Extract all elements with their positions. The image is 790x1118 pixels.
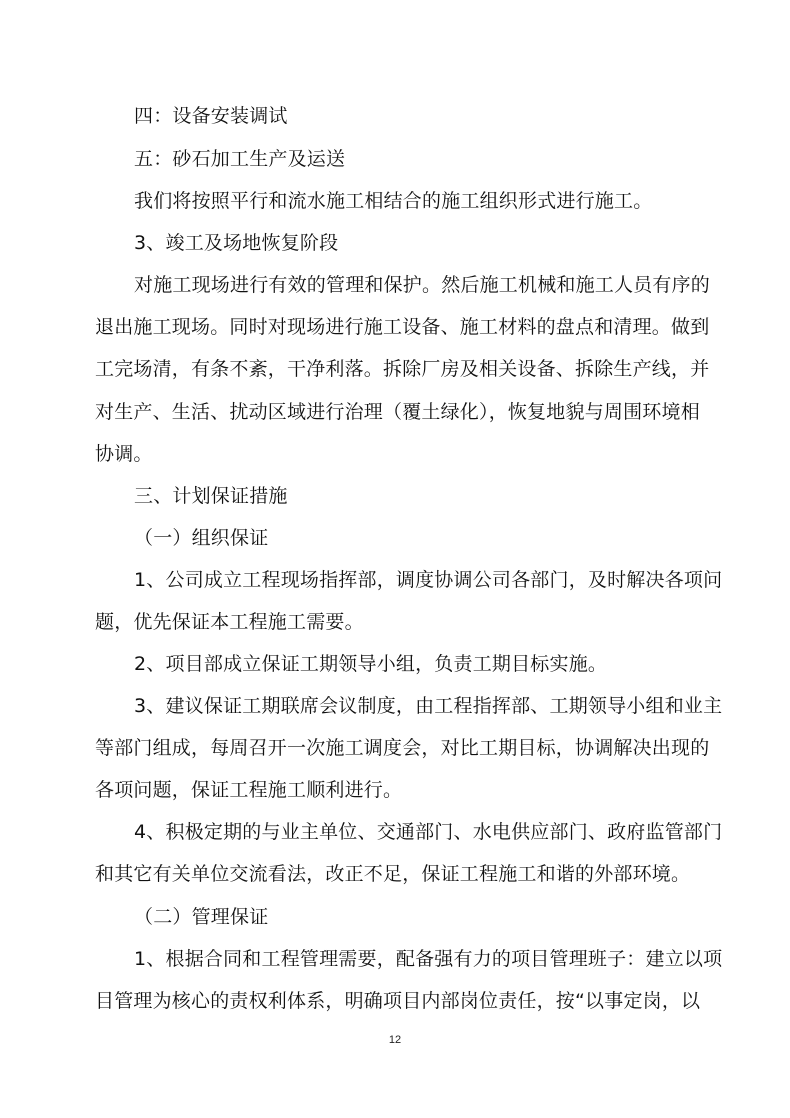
- text-line: 等部门组成，每周召开一次施工调度会，对比工期目标，协调解决出现的: [95, 737, 710, 759]
- text-line: 各项问题，保证工程施工顺利进行。: [95, 779, 403, 801]
- text-line: 2、项目部成立保证工期领导小组，负责工期目标实施。: [134, 653, 608, 675]
- text-line: 1、公司成立工程现场指挥部，调度协调公司各部门，及时解决各项问: [134, 569, 723, 591]
- text-line: 协调。: [95, 443, 153, 465]
- subsection-heading: （二）管理保证: [134, 906, 269, 928]
- text-line: 对施工现场进行有效的管理和保护。然后施工机械和施工人员有序的: [134, 274, 711, 296]
- subsection-heading: （一）组织保证: [134, 527, 269, 549]
- page-number: 12: [388, 1034, 402, 1046]
- text-line: 工完场清，有条不紊，干净利落。拆除厂房及相关设备、拆除生产线，并: [95, 358, 710, 380]
- section-heading: 三、计划保证措施: [134, 485, 288, 507]
- text-line: 四：设备安装调试: [134, 105, 288, 127]
- text-line: 和其它有关单位交流看法，改正不足，保证工程施工和谐的外部环境。: [95, 863, 691, 885]
- text-line: 退出施工现场。同时对现场进行施工设备、施工材料的盘点和清理。做到: [95, 316, 710, 338]
- text-line: 题，优先保证本工程施工需要。: [95, 611, 364, 633]
- text-line: 我们将按照平行和流水施工相结合的施工组织形式进行施工。: [134, 190, 653, 212]
- text-line: 3、建议保证工期联席会议制度，由工程指挥部、工期领导小组和业主: [134, 695, 723, 717]
- text-line: 3、竣工及场地恢复阶段: [134, 232, 339, 254]
- text-line: 1、根据合同和工程管理需要，配备强有力的项目管理班子：建立以项: [134, 948, 723, 970]
- text-line: 4、积极定期的与业主单位、交通部门、水电供应部门、政府监管部门: [134, 821, 723, 843]
- text-line: 目管理为核心的责权利体系，明确项目内部岗位责任，按“以事定岗，以: [95, 990, 701, 1012]
- text-line: 对生产、生活、扰动区域进行治理（覆土绿化），恢复地貌与周围环境相: [95, 401, 700, 423]
- text-line: 五：砂石加工生产及运送: [134, 148, 346, 170]
